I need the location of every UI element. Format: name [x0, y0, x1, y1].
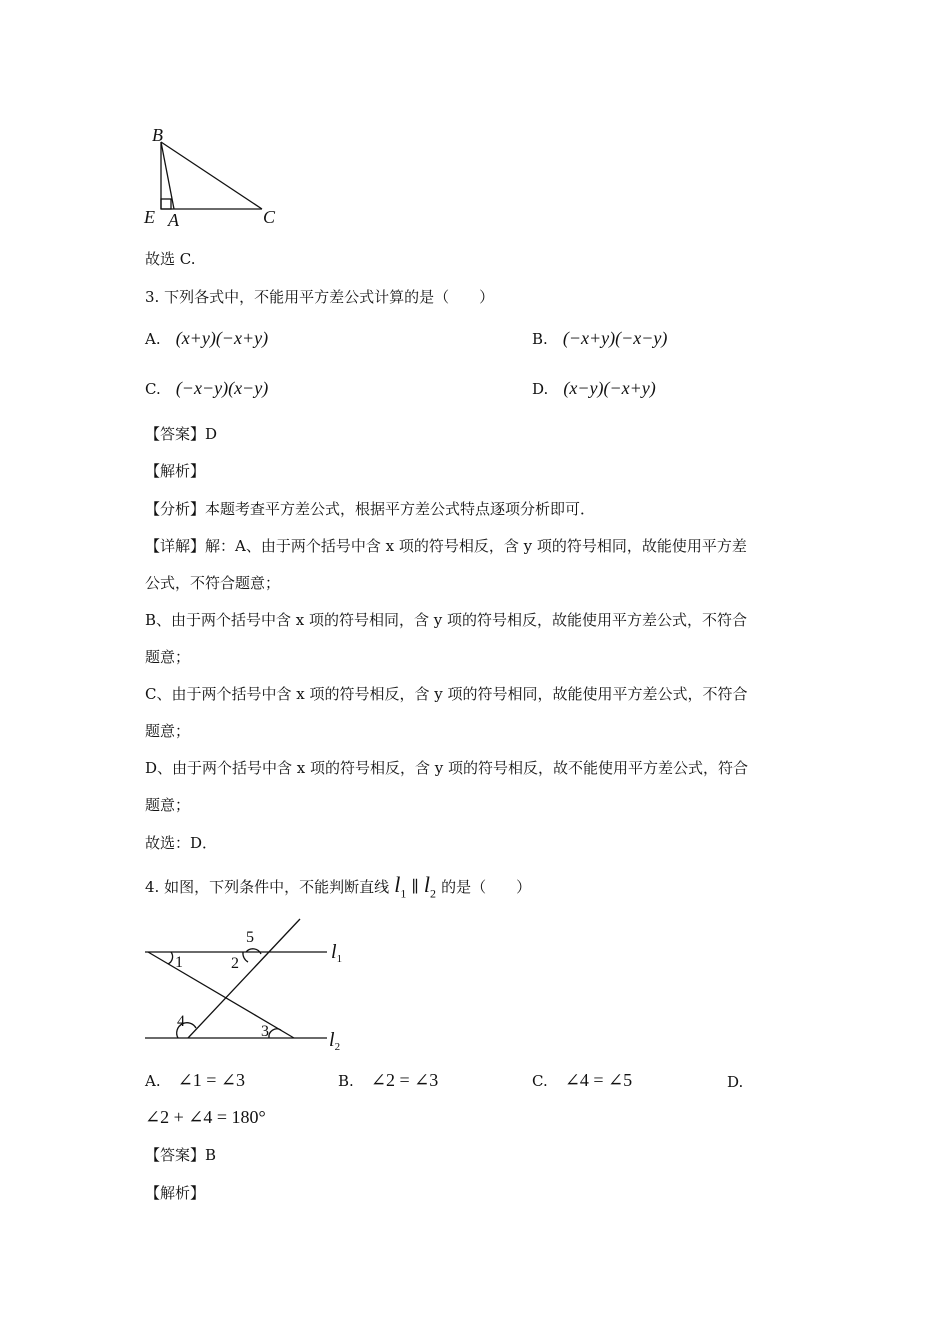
line-l1: $l_1$: [394, 872, 407, 901]
angle-4: 4: [177, 1013, 185, 1030]
q3-detail-line: 公式，不符合题意；: [145, 574, 281, 592]
q3-analysis: 【分析】本题考查平方差公式，根据平方差公式特点逐项分析即可．: [145, 500, 596, 518]
q3-detail-line: 题意；: [145, 722, 191, 740]
q3-conclusion: 故选：D．: [145, 834, 218, 852]
label-c: C: [263, 207, 276, 227]
q4-option-b: [338, 1069, 438, 1091]
option-expr: ∠2 = ∠3: [370, 1070, 439, 1090]
q4-option-d-expr: ∠2 + ∠4 = 180°: [145, 1107, 266, 1127]
q3-option-b: [532, 327, 667, 349]
option-letter: C.: [145, 380, 161, 398]
q3-answer: 【答案】D: [145, 425, 218, 443]
triangle-figure: [140, 122, 290, 230]
angle-3: 3: [261, 1023, 269, 1040]
q3-analysis-heading: 【解析】: [145, 462, 206, 480]
label-l2: $l_2$: [329, 1029, 341, 1053]
label-e: E: [144, 207, 155, 227]
option-letter: D.: [532, 380, 549, 398]
prev-conclusion: 故选 C.: [145, 250, 196, 268]
option-expr: (−x+y)(−x−y): [562, 328, 668, 348]
line-l2: $l_2$: [423, 872, 437, 901]
q3-detail-line: C、由于两个括号中含 x 项的符号相反，含 y 项的符号相同，故能使用平方差公式，不符合: [145, 685, 748, 703]
parallel-lines-figure: [140, 918, 360, 1058]
q4-question-suffix: 的是（ ）: [441, 878, 532, 896]
option-letter: B.: [338, 1072, 354, 1090]
q4-analysis-heading: 【解析】: [145, 1184, 206, 1202]
angle-5: 5: [246, 929, 254, 946]
option-expr: ∠1 = ∠3: [177, 1070, 246, 1090]
q3-detail-line: D、由于两个括号中含 x 项的符号相反，含 y 项的符号相反，故不能使用平方差公式，符合: [145, 759, 749, 777]
q4-option-c: [532, 1069, 632, 1091]
q4-answer: 【答案】B: [145, 1146, 217, 1164]
label-a: A: [168, 210, 179, 230]
q3-option-d: [532, 377, 656, 399]
angle-1: 1: [175, 954, 183, 971]
label-b: B: [152, 125, 163, 145]
parallel-symbol: ∥: [411, 879, 419, 896]
option-expr: (−x−y)(x−y): [175, 378, 269, 398]
q3-detail-line: 【详解】解：A、由于两个括号中含 x 项的符号相反，含 y 项的符号相同，故能使用平方差: [145, 537, 747, 555]
option-expr: ∠4 = ∠5: [564, 1070, 633, 1090]
option-letter: A.: [145, 1072, 161, 1090]
q3-detail-line: 题意；: [145, 796, 191, 814]
option-letter: A.: [145, 330, 161, 348]
q3-detail-line: B、由于两个括号中含 x 项的符号相同，含 y 项的符号相反，故能使用平方差公式，不符合: [145, 611, 748, 629]
q3-question: 3. 下列各式中，不能用平方差公式计算的是（ ）: [145, 288, 495, 306]
q4-option-a: [145, 1069, 245, 1091]
angle-2: 2: [231, 955, 239, 972]
option-expr: (x−y)(−x+y): [563, 378, 656, 398]
label-l1: $l_1$: [331, 941, 343, 965]
option-letter: B.: [532, 330, 548, 348]
q4-option-d-letter: D.: [727, 1073, 744, 1091]
option-letter: C.: [532, 1072, 548, 1090]
q3-option-a: [145, 327, 268, 349]
q4-question: [145, 874, 531, 904]
q3-option-c: [145, 377, 268, 399]
q4-question-prefix: 4. 如图，下列条件中，不能判断直线: [145, 878, 390, 896]
option-expr: (x+y)(−x+y): [175, 328, 269, 348]
q3-detail-line: 题意；: [145, 648, 191, 666]
